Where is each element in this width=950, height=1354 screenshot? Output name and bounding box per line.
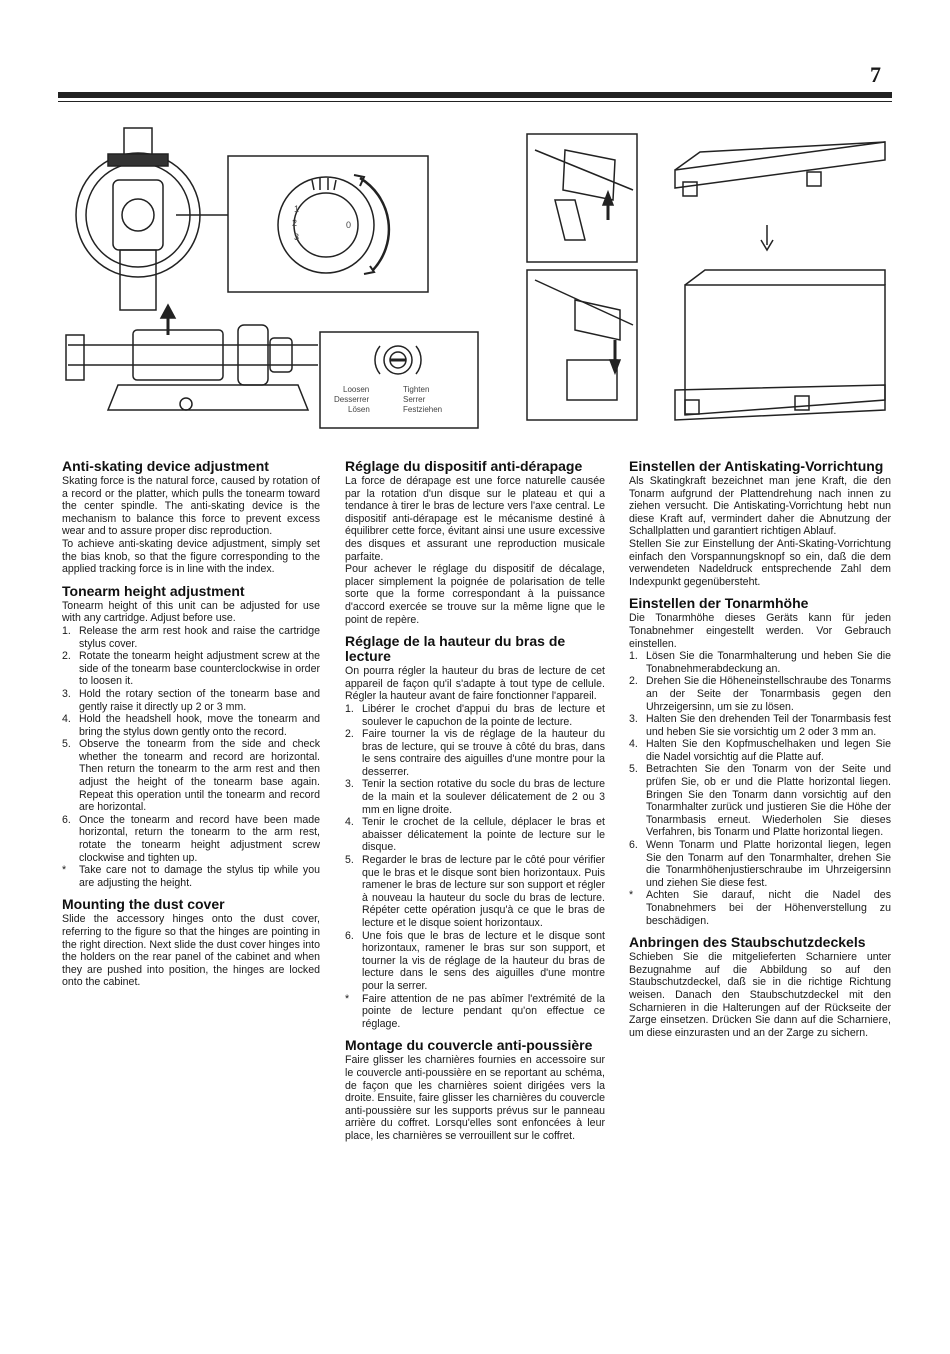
- list-item: 6. Une fois que le bras de lecture et le disque sont horizontaux, ramener le bras sur son support, et tourner la vis de réglage de la hauteur du bras de lecture dans le sens des aiguilles d'une montre pour la serrer.: [345, 929, 605, 992]
- dial-number-2: 2: [292, 218, 298, 228]
- list-item: 5. Observe the tonearm from the side and check whether the tonearm and record are horizontal. Then return the tonearm to the arm rest and then adjust the height of the tonearm base again. Repeat this operation until the tonearm and record are horizontal.: [62, 738, 320, 814]
- anti-skating-p2-en: To achieve anti-skating device adjustment, simply set the bias knob, so that the figure corresponding to the applied tracking force is in line with the index.: [62, 537, 320, 576]
- dust-cover-heading-en: Mounting the dust cover: [62, 896, 225, 913]
- tonearm-steps-fr: [345, 703, 605, 1030]
- list-item: * Faire attention de ne pas abîmer l'extrémité de la pointe de lecture pendant qu'on effectue ce réglage.: [345, 992, 605, 1030]
- list-item: 4. Hold the headshell hook, move the tonearm and bring the stylus down gently onto the record.: [62, 713, 320, 738]
- header-rule: [58, 92, 892, 98]
- tonearm-height-heading-de: Einstellen der Tonarmhöhe: [629, 595, 809, 612]
- list-item: 2. Rotate the tonearm height adjustment screw at the side of the tonearm base counterclockwise in order to loosen it.: [62, 650, 320, 688]
- tonearm-height-heading-fr: Réglage de la hauteur du bras de lecture: [345, 633, 566, 665]
- desserrer-caption: Desserrer: [334, 395, 370, 404]
- list-item: * Achten Sie darauf, nicht die Nadel des Tonabnehmers bei der Höhenverstellung zu beschädigen.: [629, 889, 891, 927]
- serrer-caption: Serrer: [403, 395, 426, 404]
- list-item: 6. Once the tonearm and record have been made horizontal, return the tonearm to the arm rest, rotate the tonearm height adjustment screw clockwise and tighten up.: [62, 813, 320, 864]
- list-item: 6. Wenn Tonarm und Platte horizontal liegen, legen Sie den Tonarm auf den Tonarmhalter, drehen Sie die Tonarmhöhenjustierschraube im Uhrzeigersinn und ziehen Sie diese fest.: [629, 839, 891, 889]
- list-item: 3. Halten Sie den drehenden Teil der Tonarmbasis fest und heben Sie sie vorsichtig um 2 oder 3 mm an.: [629, 713, 891, 738]
- dust-cover-heading-de: Anbringen des Staubschutzdeckels: [629, 934, 866, 951]
- anti-skating-p2-fr: Pour achever le réglage du dispositif de décalage, placer simplement la poignée de polarisation de telle sorte que la forme correspondant à la puissance d'accord exercée se trouve sur la même ligne que le point de repère.: [345, 563, 605, 626]
- tonearm-steps-en: [62, 625, 320, 889]
- anti-skating-heading-fr: Réglage du dispositif anti-dérapage: [345, 458, 583, 474]
- list-item: * Take care not to damage the stylus tip while you are adjusting the height.: [62, 864, 320, 889]
- dial-number-1: 1: [294, 204, 300, 214]
- list-item: 4. Tenir le crochet de la cellule, déplacer le bras et abaisser délicatement la pointe de lecture sur le disque.: [345, 816, 605, 854]
- dust-cover-figure: [525, 130, 895, 430]
- tighten-caption: Tighten: [403, 385, 430, 394]
- anti-skating-p1-en: Skating force is the natural force, caused by rotation of a record or the platter, which pulls the tonearm toward the center spindle. The anti-skating device is the mechanism to balance this force to prevent excess wear and to assure proper disc reproduction.: [62, 475, 320, 538]
- list-item: 2. Faire tourner la vis de réglage de la hauteur du bras de lecture, qui se trouve à côté du bras, dans le sens contraire des aiguilles d'une montre pour la desserrer.: [345, 728, 605, 778]
- dust-cover-heading-fr: Montage du couvercle anti-poussière: [345, 1037, 593, 1054]
- dust-cover-p1-de: Schieben Sie die mitgelieferten Scharniere unter Bezugnahme auf die Abbildung so auf den Staubschutzdeckel, daß sie in die richtige Richtung weisen. Danach den Staubschutzdeckel mit den Scharnieren in die Halterungen auf der Rückseite der Zarge einsetzen. Drücken Sie dann auf die Scharniere, um diese einzurasten und an der Zarge zu sichern.: [629, 951, 891, 1039]
- anti-skating-p2-de: Stellen Sie zur Einstellung der Anti-Skating-Vorrichtung einfach den Vorspannungsknopf so ein, daß die dem verwendeten Nadeldruck entsprechende Zahl dem Indexpunkt gegenübersteht.: [629, 537, 891, 588]
- list-item: 5. Betrachten Sie den Tonarm von der Seite und prüfen Sie, ob er und die Platte horizontal liegen. Bringen Sie den Tonarm dann vorsichtig auf den Tonarmhalter zurück und justieren Sie die Höhe der Tonarmbasis erneut. Wiederholen Sie dieses Verfahren, bis Tonarm und Platte horizontal liegen.: [629, 763, 891, 839]
- list-item: 4. Halten Sie den Kopfmuschelhaken und legen Sie die Nadel vorsichtig auf die Platte auf.: [629, 738, 891, 763]
- festziehen-caption: Festziehen: [403, 405, 443, 414]
- tonearm-height-intro-de: Die Tonarmhöhe dieses Geräts kann für jeden Tonabnehmer eingestellt werden. Vor Gebrauch einstellen.: [629, 612, 891, 650]
- anti-skating-p1-de: Als Skatingkraft bezeichnet man jene Kraft, die den Tonarm aufgrund der Plattendrehung nach innen zu ziehen versucht. Die Antiskating-Vorrichtung hebt nun diese Kraft auf, vermindert daher die Abnutzung der Schallplatten und garantiert richtigen Ablauf.: [629, 475, 891, 538]
- list-item: 1. Lösen Sie die Tonarmhalterung und heben Sie die Tonabnehmerabdeckung an.: [629, 650, 891, 675]
- list-item: 1. Libérer le crochet d'appui du bras de lecture et soulever le capuchon de la pointe de lecture.: [345, 702, 605, 728]
- tonearm-steps-de: [629, 650, 891, 927]
- loosen-caption: Loosen: [343, 385, 370, 394]
- list-item: 2. Drehen Sie die Höheneinstellschraube des Tonarms an der Seite der Tonarmbasis gegen den Uhrzeigersinn, um sie zu lösen.: [629, 675, 891, 713]
- dust-cover-p1-en: Slide the accessory hinges onto the dust cover, referring to the figure so that the hinges are pointing in the right direction. Next slide the dust cover hinges into the holders on the rear panel of the cabinet and when they are pushed into position, the hinges are locked onto the cabinet.: [62, 913, 320, 989]
- german-column: [629, 459, 891, 1039]
- list-item: 1. Release the arm rest hook and raise the cartridge stylus cover.: [62, 624, 320, 650]
- losen-caption: Lösen: [348, 405, 370, 414]
- list-item: 5. Regarder le bras de lecture par le côté pour vérifier que le bras et le disque sont bien horizontaux. Puis ramener le bras de lecture sur son support et régler à nouveau la hauteur du socle du bras de lecture. Répéter cette opération jusqu'à ce que le bras de lecture et le disque soient horizontaux.: [345, 854, 605, 929]
- anti-skating-heading-en: Anti-skating device adjustment: [62, 458, 269, 474]
- list-item: 3. Tenir la section rotative du socle du bras de lecture de la main et la soulever délicatement de 2 ou 3 mm en ligne droite.: [345, 778, 605, 816]
- tonearm-height-intro-en: Tonearm height of this unit can be adjusted for use with any cartridge. Adjust before use.: [62, 599, 320, 625]
- dust-cover-p1-fr: Faire glisser les charnières fournies en accessoire sur le couvercle anti-poussière en se reportant au schéma, de façon que les charnières soient dirigées vers la droite. Ensuite, faire glisser les charnières du couvercle anti-poussière sur les supports prévus sur le panneau arrière du coffret. Lorsqu'elles sont enfoncées à leur place, les charnières se verrouillent sur le coffret.: [345, 1054, 605, 1142]
- anti-skating-heading-de: Einstellen der Antiskating-Vorrichtung: [629, 458, 884, 474]
- tonearm-height-intro-fr: On pourra régler la hauteur du bras de lecture de cet appareil de façon qu'il s'adapte à tout type de cellule. Régler la hauteur avant de faire fonctionner l'appareil.: [345, 665, 605, 703]
- tonearm-adjustment-figure: [58, 120, 480, 430]
- list-item: 3. Hold the rotary section of the tonearm base and gently raise it directly up 2 or 3 mm.: [62, 687, 320, 713]
- dial-number-3: 3: [294, 232, 300, 242]
- tonearm-height-heading-en: Tonearm height adjustment: [62, 582, 245, 599]
- dial-zero: 0: [346, 220, 352, 230]
- french-column: [345, 459, 605, 1143]
- header-rule-thin: [58, 101, 892, 102]
- english-column: [62, 459, 320, 989]
- anti-skating-p1-fr: La force de dérapage est une force naturelle causée par la rotation d'un disque sur le plateau et qui a tendance à tirer le bras de lecture vers l'axe central. Le dispositif anti-dérapage est le mécanisme destiné à équilibrer cette force, évitant ainsi une usure excessive des disques et assurant une reproduction musicale parfaite.: [345, 475, 605, 563]
- page-number: 7: [870, 62, 881, 87]
